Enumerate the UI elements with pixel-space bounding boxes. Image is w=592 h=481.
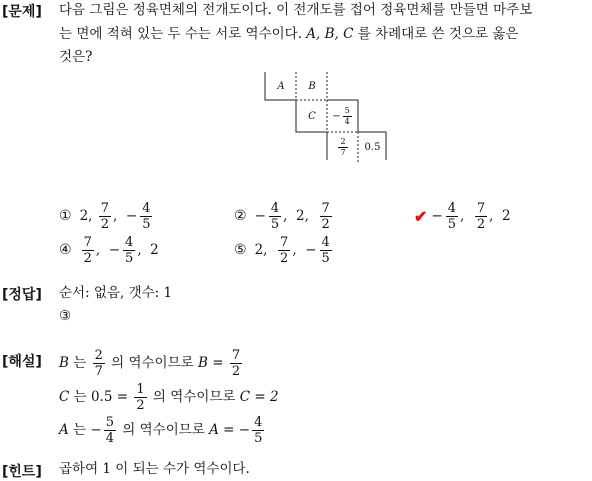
problem-line-2-a: 는 면에 적혀 있는 두 수는 서로 역수이다. [59,26,302,42]
problem-line-1: 다음 그림은 정육면체의 전개도이다. 이 전개도를 접어 정육면체를 만들면 마주보 [59,2,533,18]
problem-tag: [문제] [2,4,42,20]
option-5[interactable]: ⑤ 2, $\frac{7}{2}$ , − $\frac{4}{5}$ [234,234,330,266]
problem-line-2-vars: A, B, C [306,26,354,42]
hint-text: 곱하여 1 이 되는 수가 역수이다. [59,461,250,477]
explanation-line-3: A 는 − $\frac{5}{4}$ 의 역수이므로 A = − $\frac{4}{5}$ [59,414,263,446]
answer-tag: [정답] [2,287,42,303]
net-face-decimal: 0.5 [364,142,381,153]
option-3[interactable]: ✔ − $\frac{4}{5}$ , $\frac{7}{2}$ , 2 [414,200,511,232]
net-face-neg-5-4: − $\frac{5}{4}$ [332,106,350,126]
option-1-term-1: 2, [79,208,97,224]
answer-line-2: ③ [59,308,72,324]
net-face-b: B [308,80,316,92]
hint-tag: [힌트] [2,464,42,480]
explanation-line-2: C 는 0.5 = $\frac{1}{2}$ 의 역수이므로 C = 2 [59,381,279,413]
answer-line-1: 순서: 없음, 갯수: 1 [59,285,173,301]
cube-net-diagram [264,72,394,167]
net-face-a: A [277,80,285,92]
option-4[interactable]: ④ $\frac{7}{2}$ , − $\frac{4}{5}$ , 2 [59,234,159,266]
problem-line-2 [59,24,518,44]
problem-line-2-b: 를 차례대로 쓴 것으로 옳은 [357,26,519,42]
selected-check-icon: ✔ [414,206,428,226]
net-face-c: C [308,111,316,122]
explanation-tag: [해설] [2,354,42,370]
option-4-mark: ④ [59,242,72,258]
option-1[interactable]: ① 2, $\frac{7}{2}$ , − $\frac{4}{5}$ [59,200,151,232]
problem-line-3: 것은? [59,49,93,65]
option-5-mark: ⑤ [234,242,247,258]
option-2-mark: ② [234,208,247,224]
net-face-2-7: $\frac{2}{7}$ [340,137,346,157]
option-1-mark: ① [59,208,72,224]
explanation-line-1: B 는 $\frac{2}{7}$ 의 역수이므로 B = $\frac{7}{2}$ [59,347,241,379]
option-2[interactable]: ② − $\frac{4}{5}$ , 2, $\frac{7}{2}$ [234,200,330,232]
